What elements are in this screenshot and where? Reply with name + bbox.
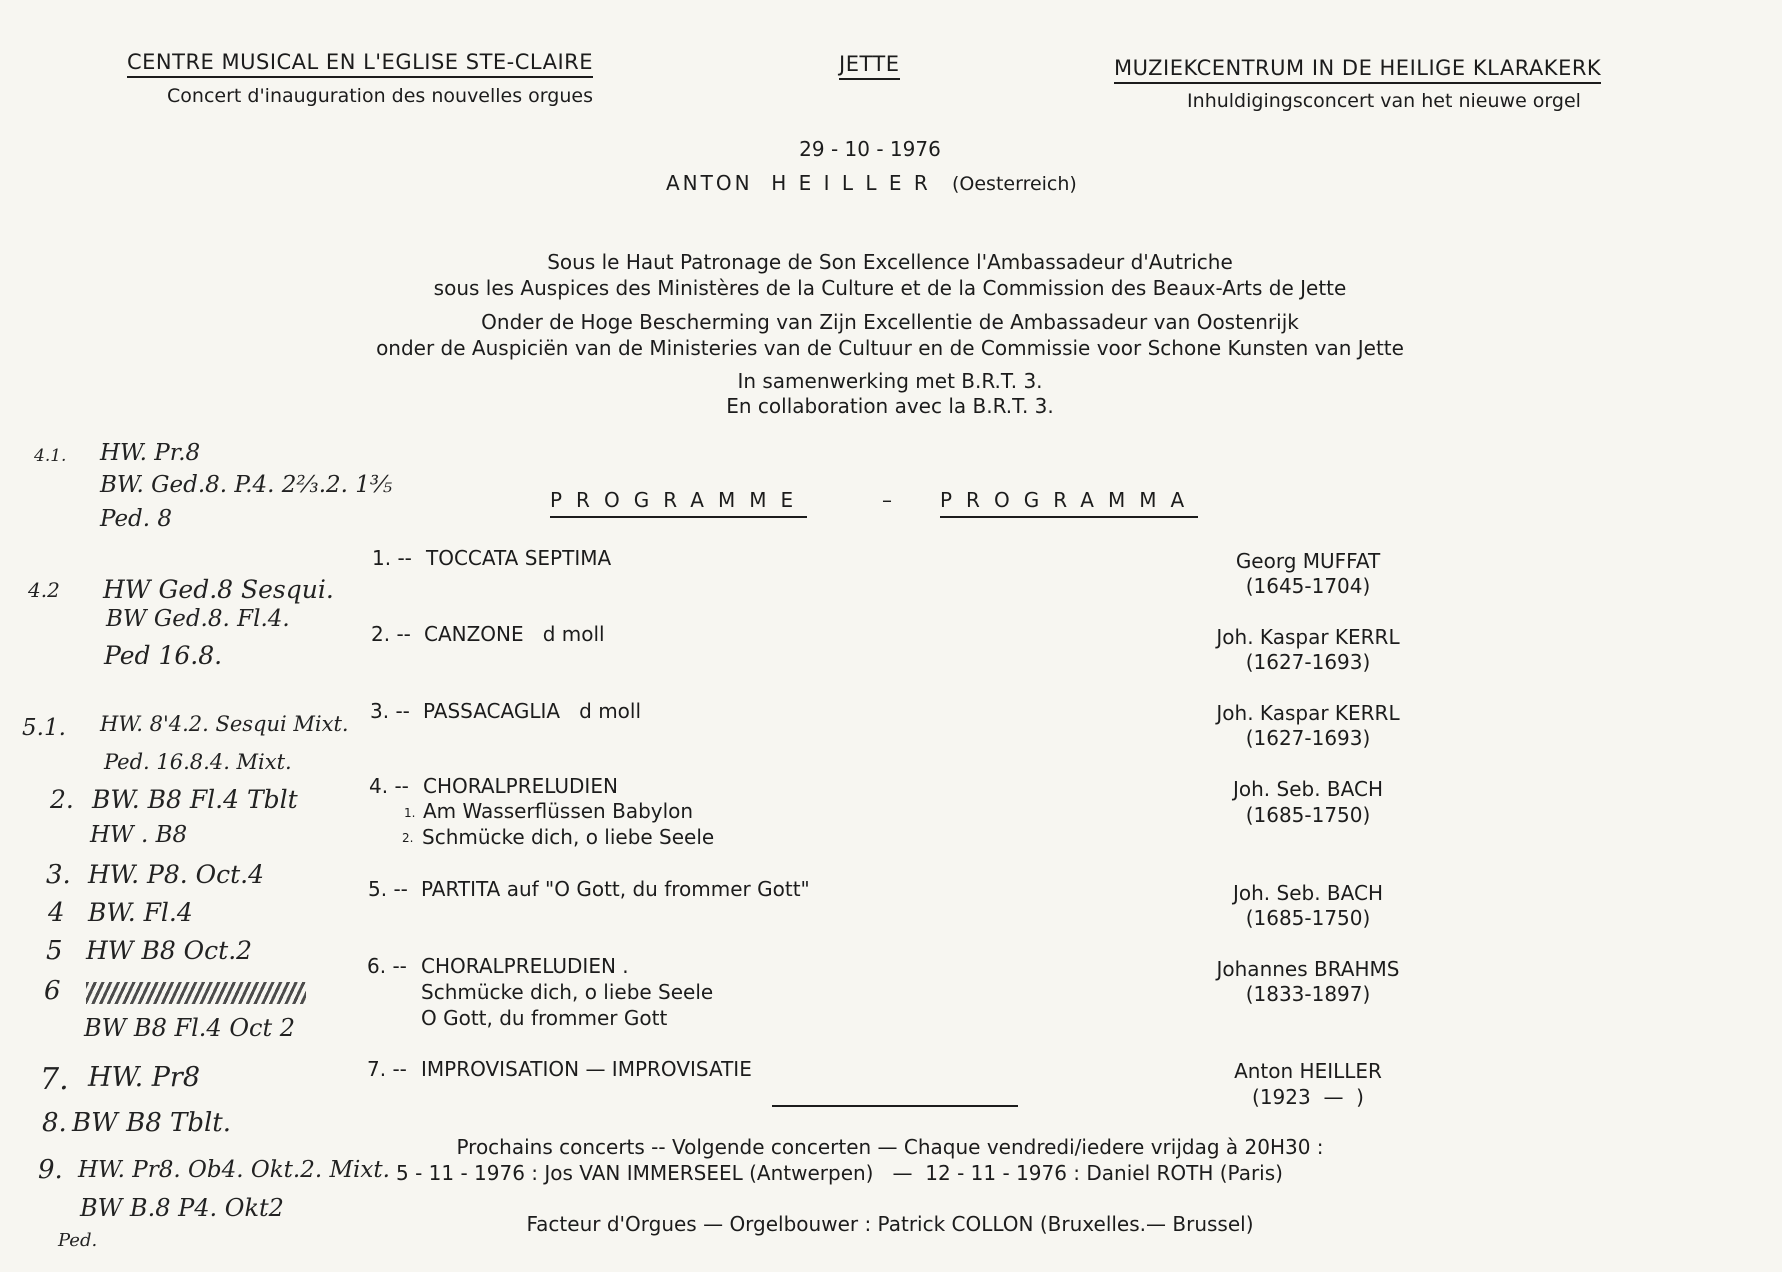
handwritten-note: BW. B8 Fl.4 Tblt [92,785,298,814]
programme-item-dates: (1833-1897) [1245,982,1371,1006]
header-right-title: MUZIEKCENTRUM IN DE HEILIGE KLARAKERK [1114,56,1601,80]
handwritten-note: BW. Fl.4 [88,898,193,927]
programme-item-composer: Joh. Seb. BACH [1233,777,1383,801]
handwritten-note: Ped 16.8. [104,641,223,670]
handwritten-note: Ped. 8 [100,506,173,532]
handwritten-note: HW. Pr8 [88,1062,200,1093]
programme-item-composer: Joh. Kaspar KERRL [1216,701,1400,725]
handwritten-note: HW. P8. Oct.4 [88,860,265,889]
patronage-line: onder de Auspiciën van de Ministeries van de Cultuur en de Commissie voor Schone Kunsten van Jette [376,336,1404,360]
handwritten-note: 3. [46,860,71,890]
handwritten-note: 7. [40,1062,69,1097]
handwritten-note: Ped. [58,1230,98,1251]
programme-item-number: 6. -- [367,954,407,978]
programme-item-title: CHORALPRELUDIEN [423,774,618,798]
handwritten-note: HW. Pr8. Ob4. Okt.2. Mixt. [78,1157,390,1183]
programme-heading-nl: PROGRAMMA [940,488,1198,512]
header-right-subtitle: Inhuldigingsconcert van het nieuwe orgel [1187,90,1581,112]
handwritten-note: 4.2 [28,578,60,602]
programme-item-composer: Johannes BRAHMS [1216,957,1400,981]
programme-item-number: 5. -- [368,877,408,901]
programme-item-composer: Joh. Seb. BACH [1233,881,1383,905]
programme-item-number: 4. -- [369,774,409,798]
next-concerts-label: Prochains concerts -- Volgende concerten — Chaque vendredi/iedere vrijdag à 20H30 : [456,1135,1324,1159]
handwritten-note: 4 [48,898,65,928]
programme-item-sub-mark: 1. [404,806,416,820]
handwritten-note: 2. [50,785,74,814]
programme-item-dates: (1627-1693) [1245,726,1371,750]
scribbled-out-note [86,982,306,1004]
programme-item-subtitle: Schmücke dich, o liebe Seele [421,980,714,1004]
patronage-line: Onder de Hoge Bescherming van Zijn Excellentie de Ambassadeur van Oostenrijk [481,310,1299,334]
programme-heading-fr: PROGRAMME [550,488,807,512]
programme-item-dates: (1645-1704) [1245,574,1371,598]
handwritten-note: HW B8 Oct.2 [86,936,253,965]
programme-item-composer: Anton HEILLER [1234,1059,1382,1083]
performer-name: ANTON H E I L L E R [666,171,931,195]
programme-item-number: 2. -- [371,622,411,646]
programme-item-number: 3. -- [370,699,410,723]
handwritten-note: BW B.8 P4. Okt2 [80,1194,284,1222]
programme-item-subtitle: Am Wasserflüssen Babylon [423,799,694,823]
handwritten-note: HW. Pr.8 [100,440,201,466]
patronage-line: sous les Auspices des Ministères de la Culture et de la Commission des Beaux-Arts de Jette [433,276,1347,300]
programme-item-title: CANZONE d moll [424,622,605,646]
programme-item-dates: (1685-1750) [1245,803,1371,827]
programme-item-title: CHORALPRELUDIEN . [421,954,629,978]
patronage-line: Sous le Haut Patronage de Son Excellence l'Ambassadeur d'Autriche [547,250,1233,274]
programme-item-title: IMPROVISATION — IMPROVISATIE [421,1057,752,1081]
programme-item-dates: (1627-1693) [1245,650,1371,674]
programme-item-subtitle: Schmücke dich, o liebe Seele [422,825,715,849]
programme-item-composer: Joh. Kaspar KERRL [1216,625,1400,649]
programme-item-subtitle: O Gott, du frommer Gott [421,1006,668,1030]
handwritten-note: 6 [44,976,61,1006]
programme-heading-dash: – [882,488,892,512]
handwritten-note: 5.1. [22,715,66,741]
separator-line [772,1105,1018,1107]
programme-item-number: 1. -- [372,546,412,570]
handwritten-note: BW. Ged.8. P.4. 2⅔.2. 1⅗ [100,472,393,498]
programme-item-title: PASSACAGLIA d moll [423,699,642,723]
programme-item-dates: (1923 — ) [1252,1085,1364,1109]
next-concerts-dates: 5 - 11 - 1976 : Jos VAN IMMERSEEL (Antwerpen) — 12 - 11 - 1976 : Daniel ROTH (Paris) [396,1161,1283,1185]
header-center-title: JETTE [839,52,900,76]
handwritten-note: BW B8 Tblt. [72,1108,232,1138]
performer-country: (Oesterreich) [952,173,1077,195]
handwritten-note: 8. [42,1108,67,1138]
handwritten-note: HW Ged.8 Sesqui. [103,575,334,604]
handwritten-note: BW Ged.8. Fl.4. [106,606,290,632]
patronage-line: In samenwerking met B.R.T. 3. [737,369,1043,393]
programme-item-number: 7. -- [367,1057,407,1081]
handwritten-note: BW B8 Fl.4 Oct 2 [84,1014,295,1042]
handwritten-note: 5 [46,936,63,966]
organ-builder: Facteur d'Orgues — Orgelbouwer : Patrick COLLON (Bruxelles.— Brussel) [526,1212,1254,1236]
programme-item-title: PARTITA auf "O Gott, du frommer Gott" [421,877,810,901]
handwritten-note: 9. [38,1155,63,1185]
patronage-line: En collaboration avec la B.R.T. 3. [726,394,1054,418]
header-left-title: CENTRE MUSICAL EN L'EGLISE STE-CLAIRE [127,50,593,74]
programme-item-composer: Georg MUFFAT [1235,549,1381,573]
programme-item-dates: (1685-1750) [1245,906,1371,930]
handwritten-note: Ped. 16.8.4. Mixt. [104,750,292,774]
event-date: 29 - 10 - 1976 [799,137,941,161]
handwritten-note: 4.1. [34,446,67,466]
handwritten-note: HW. 8'4.2. Sesqui Mixt. [100,712,349,736]
header-left-subtitle: Concert d'inauguration des nouvelles orgues [167,85,593,107]
handwritten-note: HW . B8 [90,822,188,848]
programme-item-title: TOCCATA SEPTIMA [426,546,612,570]
programme-item-sub-mark: 2. [402,831,414,845]
